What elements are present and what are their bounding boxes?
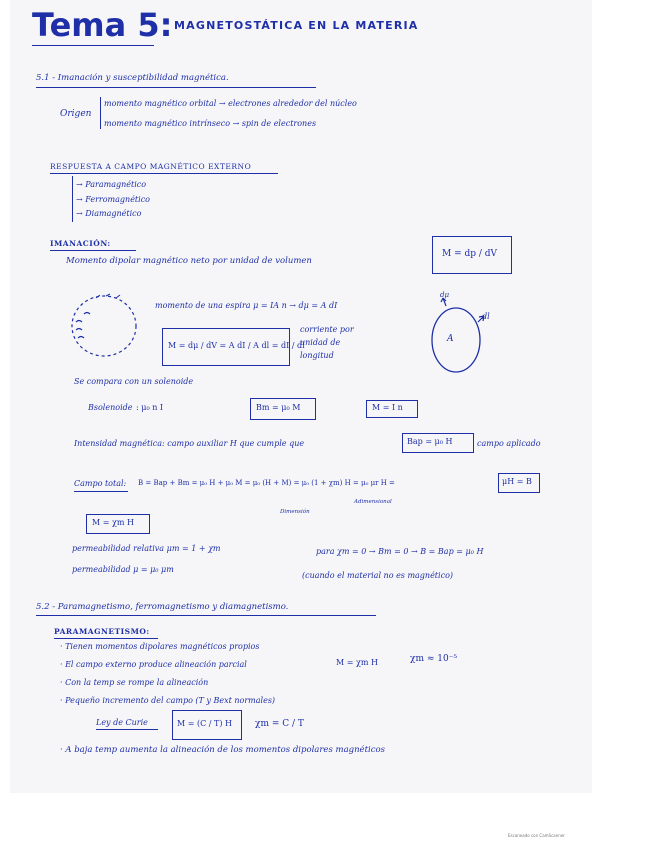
chi-formula: M = χm H <box>92 518 134 527</box>
campo-aplicado: campo aplicado <box>477 439 541 448</box>
curie-label: Ley de Curie <box>96 718 148 727</box>
fig-label-dl: dl <box>482 312 490 321</box>
section-2-heading: 5.2 - Paramagnetismo, ferromagnetismo y diamagnetismo. <box>36 602 289 612</box>
page-subtitle: MAGNETOSTÁTICA EN LA MATERIA <box>174 19 419 32</box>
para-item-1: · Tienen momentos dipolares magnéticos propios <box>60 642 260 651</box>
imanacion-underline <box>50 250 136 251</box>
respuesta-heading: RESPUESTA A CAMPO MAGNÉTICO EXTERNO <box>50 162 252 171</box>
respuesta-item-dia: → Diamagnético <box>76 209 142 218</box>
origen-label: Origen <box>60 109 92 119</box>
respuesta-underline <box>50 173 278 174</box>
para-item-3: · Con la temp se rompe la alineación <box>60 678 209 687</box>
permeabilidad: permeabilidad μ = μ₀ μm <box>72 565 174 574</box>
campo-total-label: Campo total: <box>74 479 127 488</box>
origen-item-spin: momento magnético intrínseco → spin de electrones <box>104 119 317 128</box>
chi-value: χm ≈ 10⁻⁵ <box>410 654 458 664</box>
respuesta-item-ferro: → Ferromagnético <box>76 195 150 204</box>
section-1-heading: 5.1 - Imanación y susceptibilidad magnética. <box>36 73 229 83</box>
nota-dimension: Dimensión <box>280 509 310 515</box>
permeabilidad-relativa: permeabilidad relativa μm = 1 + χm <box>72 544 221 553</box>
section-2-underline <box>36 615 376 616</box>
curie-underline <box>96 729 158 730</box>
chi-cero-nota: (cuando el material no es magnético) <box>302 571 453 580</box>
notebook-page <box>10 0 592 793</box>
m-chi-formula: M = χm H <box>336 658 378 667</box>
imanacion-formula: M = dp / dV <box>442 249 498 259</box>
chi-curie: χm = C / T <box>255 719 304 729</box>
bsolenoide-label: Bsolenoide <box>88 403 133 412</box>
page-title: Tema 5: <box>32 6 173 44</box>
paramagnetismo-underline <box>54 638 158 639</box>
espira-formula: M = dμ / dV = A dI / A dl = dI / dl <box>168 341 305 350</box>
bm-formula: Bm = μ₀ M <box>256 403 301 412</box>
espira-sketch <box>66 292 146 364</box>
para-item-2: · El campo externo produce alineación parcial <box>60 660 247 669</box>
intensidad-text: Intensidad magnética: campo auxiliar H que cumple que <box>74 439 305 448</box>
fig-label-dmu: dμ <box>440 291 450 299</box>
solenoide-text: Se compara con un solenoide <box>74 377 194 386</box>
title-underline <box>32 45 154 46</box>
chi-cero: para χm = 0 → Bm = 0 → B = Bap = μ₀ H <box>316 547 484 556</box>
espira-note-2: unidad de <box>300 338 341 347</box>
nota-adimensional: Adimensional <box>354 499 392 505</box>
fig-label-A: A <box>447 334 454 344</box>
espira-note-1: corriente por <box>300 325 354 334</box>
para-item-4: · Pequeño incremento del campo (T y Bext normales) <box>60 696 276 705</box>
paramagnetismo-heading: PARAMAGNETISMO: <box>54 627 150 636</box>
origen-brace <box>100 97 101 129</box>
imanacion-text: Momento dipolar magnético neto por unidad de volumen <box>66 256 312 266</box>
campo-total-expr: B = Bap + Bm = μ₀ H + μ₀ M = μ₀ (H + M) = μ₀ (1 + χm) H = μ₀ μr H = <box>138 479 395 487</box>
m-formula: M = I n <box>372 403 403 412</box>
mu-h-formula: μH = B <box>502 477 532 486</box>
section-1-underline <box>36 87 316 88</box>
imanacion-heading: IMANACIÓN: <box>50 239 111 248</box>
curie-formula: M = (C / T) H <box>177 719 232 728</box>
espira-note-3: longitud <box>300 351 334 360</box>
para-last-item: · A baja temp aumenta la alineación de los momentos dipolares magnéticos <box>60 745 385 755</box>
respuesta-brace <box>72 176 73 222</box>
bsolenoide-expr: : μ₀ n I <box>136 403 164 412</box>
bap-formula: Bap = μ₀ H <box>407 437 453 446</box>
respuesta-item-para: → Paramagnético <box>76 180 147 189</box>
origen-item-orbital: momento magnético orbital → electrones alrededor del núcleo <box>104 99 357 108</box>
loop-diagram <box>430 292 500 376</box>
campo-total-underline <box>74 491 128 492</box>
scanner-footer: Escaneado con CamScanner <box>508 833 565 838</box>
espira-text: momento de una espira μ = IA n → dμ = A dI <box>155 301 338 310</box>
